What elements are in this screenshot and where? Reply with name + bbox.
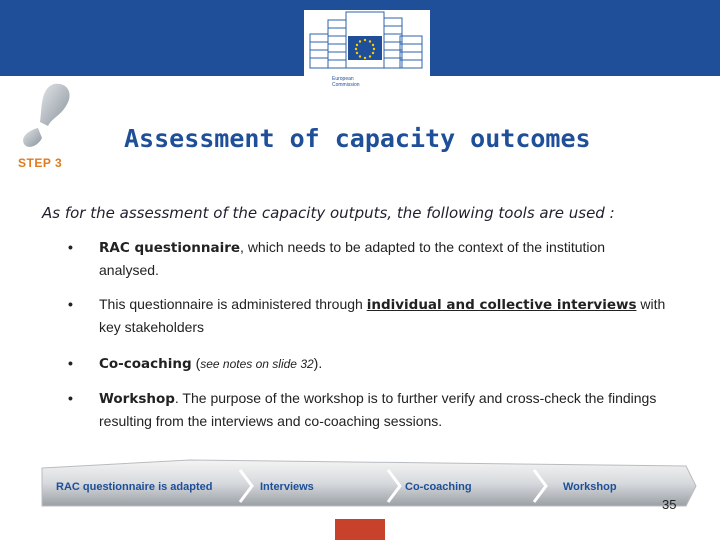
building-icon bbox=[304, 10, 430, 74]
step-label: STEP 3 bbox=[18, 156, 63, 170]
bullet-note: see notes on slide 32 bbox=[200, 357, 314, 371]
tools-list bbox=[68, 236, 668, 432]
list-item bbox=[68, 387, 668, 432]
logo-line-european: European bbox=[332, 76, 354, 82]
process-step-3: Co-coaching bbox=[405, 481, 472, 493]
bullet-text: with key stakeholders bbox=[99, 296, 666, 335]
european-commission-logo bbox=[304, 10, 430, 98]
bullet-icon: • bbox=[68, 390, 73, 406]
footer-logo bbox=[335, 519, 385, 540]
slide-title: Assessment of capacity outcomes bbox=[124, 124, 591, 153]
bullet-bold-text: RAC questionnaire bbox=[99, 240, 241, 256]
bullet-bold-text: individual and collective interviews bbox=[366, 297, 637, 313]
bullet-icon: • bbox=[68, 296, 73, 312]
logo-text bbox=[332, 76, 360, 88]
bullet-text: This questionnaire is administered through bbox=[99, 296, 367, 312]
list-item bbox=[68, 293, 668, 338]
process-step-1: RAC questionnaire is adapted bbox=[56, 481, 213, 493]
page-number: 35 bbox=[662, 497, 677, 512]
process-step-2: Interviews bbox=[260, 481, 314, 493]
bullet-bold-text: Co-coaching bbox=[99, 356, 192, 372]
bullet-icon: • bbox=[68, 239, 73, 255]
bullet-text: , which needs to be adapted to the context of the institution analysed. bbox=[99, 239, 606, 278]
footprint-icon bbox=[16, 80, 76, 150]
bullet-text: ( bbox=[191, 355, 201, 371]
intro-text: As for the assessment of the capacity outputs, the following tools are used : bbox=[42, 204, 615, 222]
bullet-icon: • bbox=[68, 355, 73, 371]
bullet-text: . The purpose of the workshop is to further verify and cross-check the findings resulting from the interviews and co-coaching sessions. bbox=[99, 390, 657, 429]
bullet-text: ). bbox=[313, 355, 323, 371]
logo-line-commission: Commission bbox=[332, 82, 360, 88]
process-step-4: Workshop bbox=[563, 481, 617, 493]
bullet-bold-text: Workshop bbox=[99, 391, 175, 407]
list-item bbox=[68, 236, 668, 281]
list-item bbox=[68, 352, 668, 375]
